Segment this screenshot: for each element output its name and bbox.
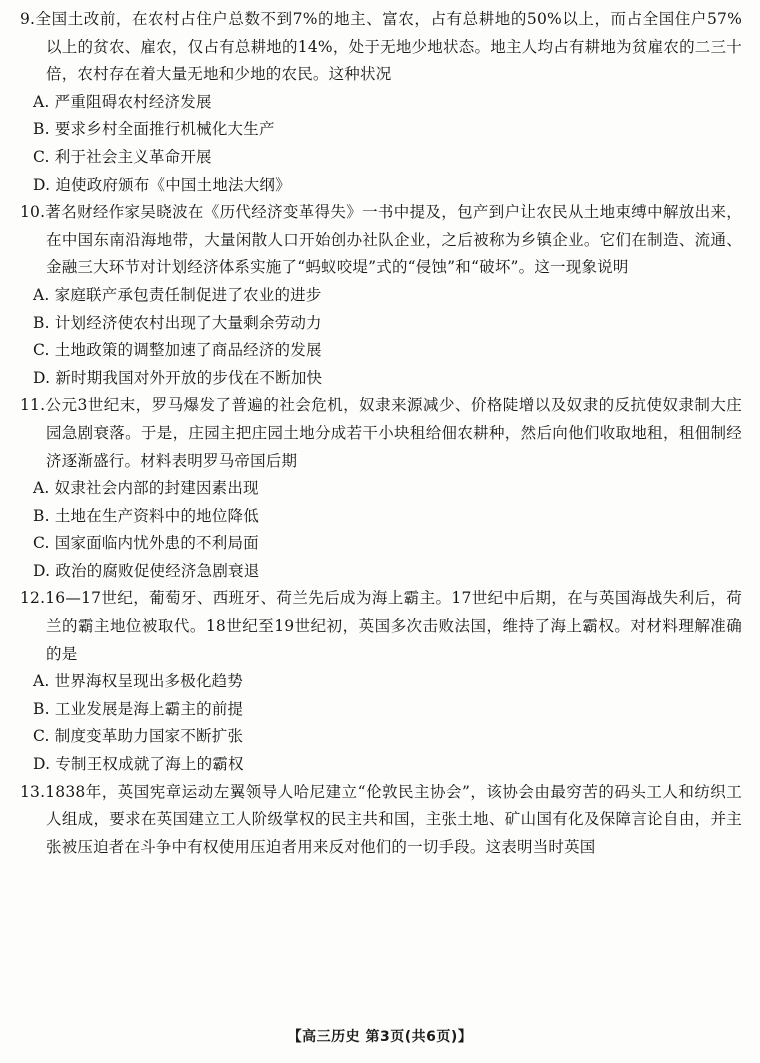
option-d: D. 新时期我国对外开放的步伐在不断加快 xyxy=(33,368,323,387)
option-d: D. 迫使政府颁布《中国土地法大纲》 xyxy=(33,175,291,194)
option-list xyxy=(20,475,742,585)
option-c: C. 土地政策的调整加速了商品经济的发展 xyxy=(33,341,322,360)
question-10 xyxy=(20,199,742,392)
question-stem: 13.1838年，英国宪章运动左翼领导人哈尼建立“伦敦民主协会”，该协会由最穷苦的码头工人和纺织工人组成，要求在英国建立工人阶级掌权的民主共和国，主张土地、矿山国有化及保障言论自由，并主张被压迫者在斗争中有权使用压迫者用来反对他们的一切手段。这表明当时英国 xyxy=(20,782,742,856)
question-list xyxy=(20,6,742,861)
question-stem: 9.全国土改前，在农村占住户总数不到7%的地主、富农，占有总耕地的50%以上，而占全国住户57%以上的贫农、雇农，仅占有总耕地的14%，处于无地少地状态。地主人均占有耕地为贫雇农的二三十倍，农村存在着大量无地和少地的农民。这种状况 xyxy=(20,10,742,84)
option-a: A. 世界海权呈现出多极化趋势 xyxy=(33,672,244,691)
question-11 xyxy=(20,392,742,585)
option-c: C. 国家面临内忧外患的不利局面 xyxy=(33,534,259,553)
option-c: C. 制度变革助力国家不断扩张 xyxy=(33,727,244,746)
option-list xyxy=(20,282,742,392)
option-a: A. 奴隶社会内部的封建因素出现 xyxy=(33,479,259,498)
question-13 xyxy=(20,779,742,862)
option-d: D. 专制王权成就了海上的霸权 xyxy=(33,755,244,774)
option-c: C. 利于社会主义革命开展 xyxy=(33,147,212,166)
option-list xyxy=(20,89,742,199)
option-b: B. 工业发展是海上霸主的前提 xyxy=(33,699,244,718)
option-b: B. 计划经济使农村出现了大量剩余劳动力 xyxy=(33,313,322,332)
option-a: A. 严重阻碍农村经济发展 xyxy=(33,92,212,111)
option-b: B. 土地在生产资料中的地位降低 xyxy=(33,506,259,525)
option-list xyxy=(20,668,742,778)
option-d: D. 政治的腐败促使经济急剧衰退 xyxy=(33,561,260,580)
question-12 xyxy=(20,585,742,778)
question-stem: 11.公元3世纪末，罗马爆发了普遍的社会危机，奴隶来源减少、价格陡增以及奴隶的反抗使奴隶制大庄园急剧衰落。于是，庄园主把庄园土地分成若干小块租给佃农耕种，然后向他们收取地租，租佃制经济逐渐盛行。材料表明罗马帝国后期 xyxy=(20,396,742,470)
question-9 xyxy=(20,6,742,199)
question-stem: 10.著名财经作家吴晓波在《历代经济变革得失》一书中提及，包产到户让农民从土地束缚中解放出来，在中国东南沿海地带，大量闲散人口开始创办社队企业，之后被称为乡镇企业。它们在制造、流通、金融三大环节对计划经济体系实施了“蚂蚁咬堤”式的“侵蚀”和“破坏”。这一现象说明 xyxy=(20,203,742,277)
question-stem: 12.16—17世纪，葡萄牙、西班牙、荷兰先后成为海上霸主。17世纪中后期，在与英国海战失利后，荷兰的霸主地位被取代。18世纪至19世纪初，英国多次击败法国，维持了海上霸权。对材料理解准确的是 xyxy=(20,589,742,663)
option-a: A. 家庭联产承包责任制促进了农业的进步 xyxy=(33,285,322,304)
option-b: B. 要求乡村全面推行机械化大生产 xyxy=(33,120,275,139)
page-footer: 【高三历史 第3页(共6页)】 xyxy=(287,1029,473,1045)
